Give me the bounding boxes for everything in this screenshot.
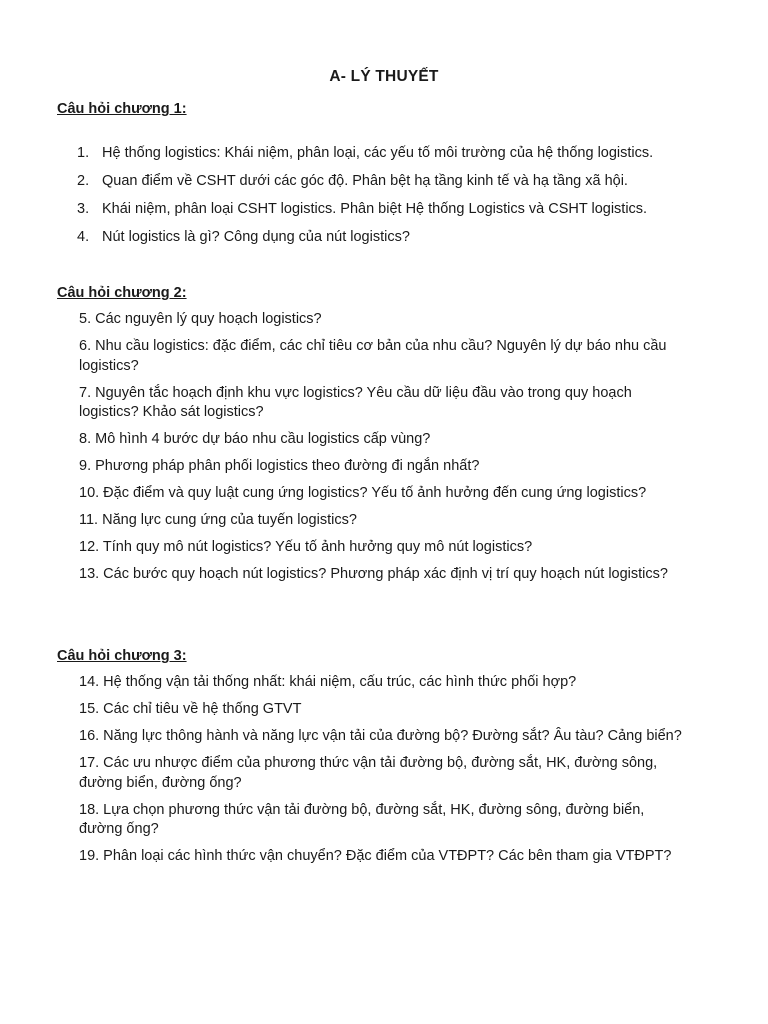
list-item-text: Nút logistics là gì? Công dụng của nút logistics?	[102, 229, 410, 245]
list-item: 14. Hệ thống vận tải thống nhất: khái niệm, cấu trúc, các hình thức phối hợp?	[79, 674, 577, 690]
chapter-3-heading: Câu hỏi chương 3:	[57, 648, 187, 664]
list-item: 9. Phương pháp phân phối logistics theo đường đi ngắn nhất?	[79, 458, 480, 474]
list-item: 13. Các bước quy hoạch nút logistics? Phương pháp xác định vị trí quy hoạch nút logistics?	[79, 566, 668, 582]
list-item	[77, 173, 737, 190]
list-item: 11. Năng lực cung ứng của tuyến logistics?	[79, 512, 357, 528]
list-item: 16. Năng lực thông hành và năng lực vận tải của đường bộ? Đường sắt? Âu tàu? Cảng biển?	[79, 728, 682, 744]
list-item-number: 1.	[77, 145, 90, 161]
list-item: 18. Lựa chọn phương thức vận tải đường bộ, đường sắt, HK, đường sông, đường biển, đường ống?	[79, 801, 645, 837]
list-item: 17. Các ưu nhược điểm của phương thức vận tải đường bộ, đường sắt, HK, đường sông, đường biển, đường ống?	[79, 755, 658, 791]
chapter-2-question-list	[79, 310, 689, 592]
page-title: A- LÝ THUYẾT	[329, 68, 439, 85]
list-item: 10. Đặc điểm và quy luật cung ứng logistics? Yếu tố ảnh hưởng đến cung ứng logistics?	[79, 485, 647, 501]
list-item: 7. Nguyên tắc hoạch định khu vực logistics? Yêu cầu dữ liệu đầu vào trong quy hoạch logistics? Khảo sát logistics?	[79, 384, 632, 420]
list-item-number: 3.	[77, 201, 90, 217]
list-item	[77, 229, 737, 246]
list-item-text: Hệ thống logistics: Khái niệm, phân loại, các yếu tố môi trường của hệ thống logistics.	[102, 145, 654, 161]
list-item-number: 2.	[77, 173, 90, 189]
chapter-2-heading: Câu hỏi chương 2:	[57, 285, 187, 301]
list-item-text: Quan điểm về CSHT dưới các góc độ. Phân bệt hạ tầng kinh tế và hạ tầng xã hội.	[102, 173, 628, 189]
list-item-text: Khái niệm, phân loại CSHT logistics. Phân biệt Hệ thống Logistics và CSHT logistics.	[102, 201, 648, 217]
list-item: 19. Phân loại các hình thức vận chuyển? Đặc điểm của VTĐPT? Các bên tham gia VTĐPT?	[79, 848, 672, 864]
list-item: 12. Tính quy mô nút logistics? Yếu tố ảnh hưởng quy mô nút logistics?	[79, 539, 533, 555]
list-item: 8. Mô hình 4 bước dự báo nhu cầu logistics cấp vùng?	[79, 431, 431, 447]
list-item: 5. Các nguyên lý quy hoạch logistics?	[79, 311, 322, 327]
chapter-1-heading: Câu hỏi chương 1:	[57, 101, 187, 117]
list-item: 6. Nhu cầu logistics: đặc điểm, các chỉ tiêu cơ bản của nhu cầu? Nguyên lý dự báo nhu cầu logistics?	[79, 338, 667, 374]
list-item: 15. Các chỉ tiêu về hệ thống GTVT	[79, 701, 302, 717]
chapter-3-question-list	[79, 673, 689, 874]
chapter-1-question-list	[77, 145, 737, 257]
list-item-number: 4.	[77, 229, 90, 245]
list-item	[77, 145, 737, 162]
list-item	[77, 201, 737, 218]
